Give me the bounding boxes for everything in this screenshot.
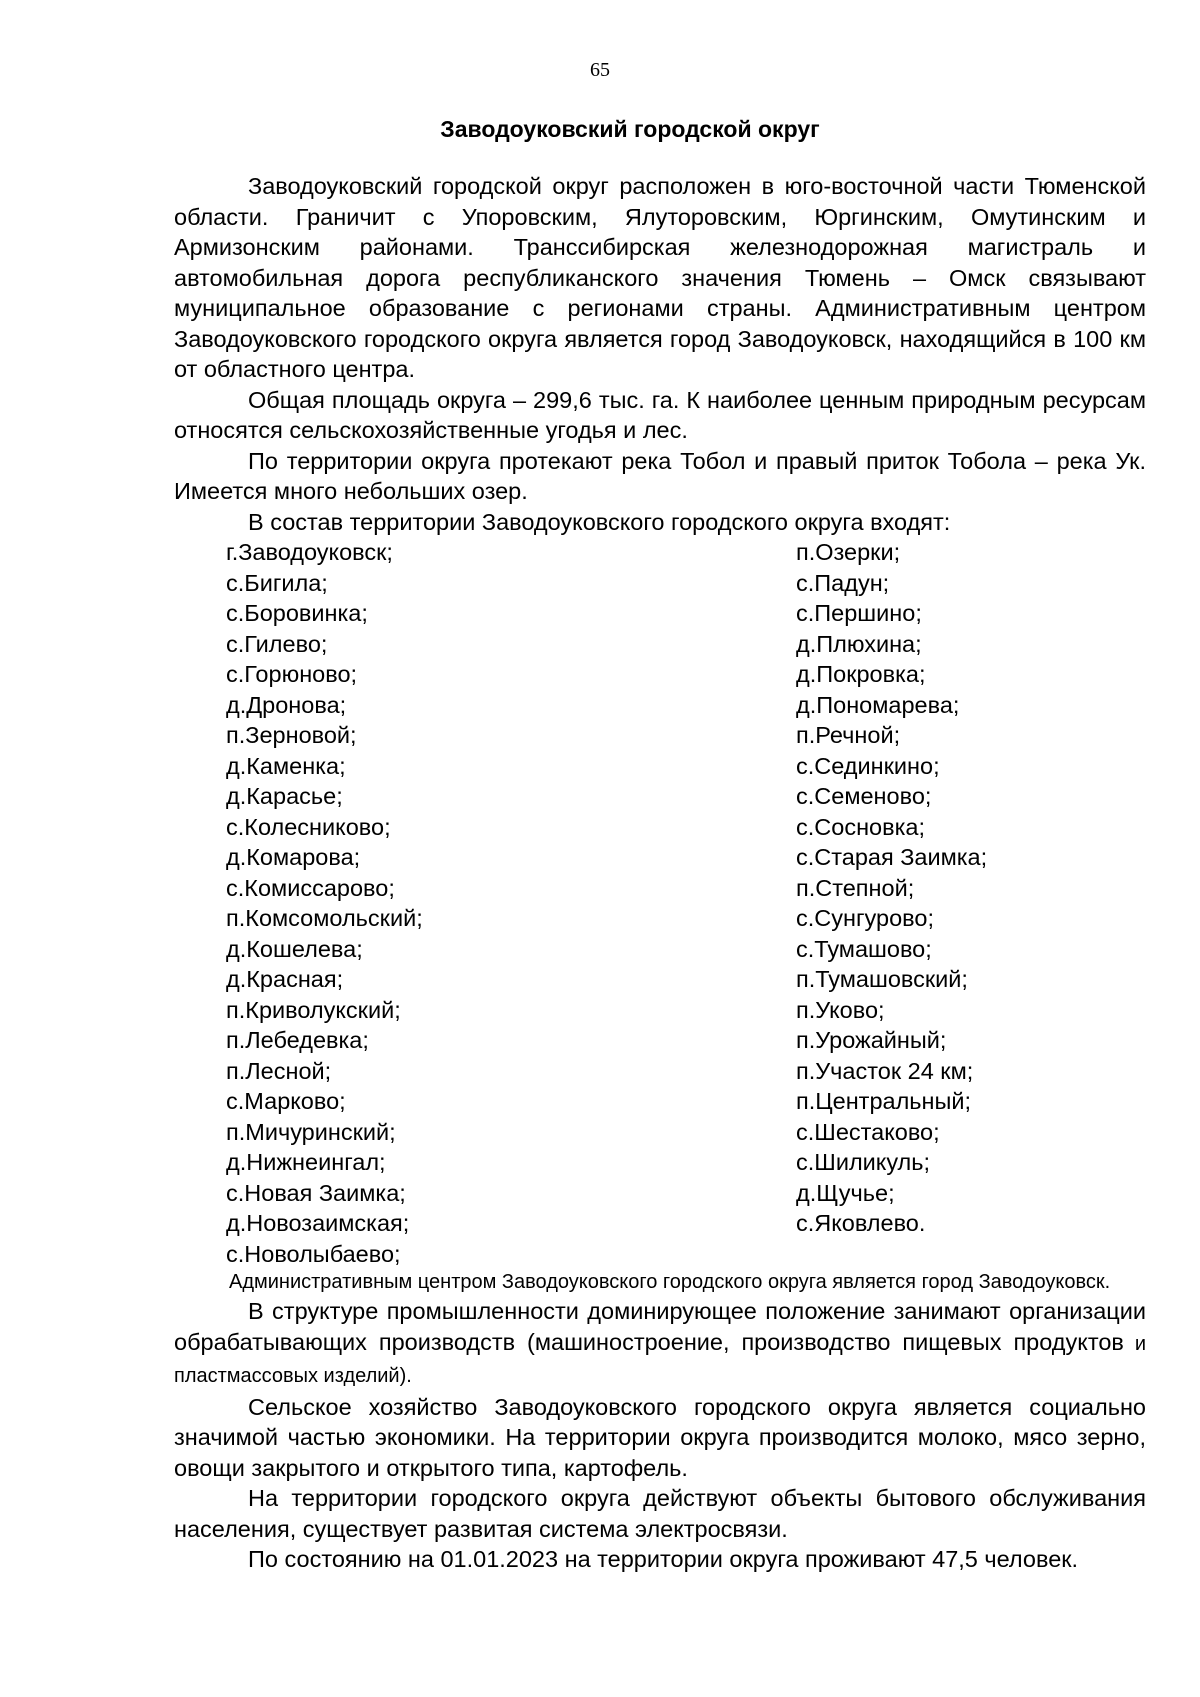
settlement-item: п.Лебедевка; (226, 1027, 369, 1053)
settlement-item: п.Уково; (796, 996, 885, 1023)
settlement-item: д.Каменка; (226, 752, 346, 779)
settlement-item: с.Горюново; (226, 661, 358, 687)
settlements-list (174, 537, 1146, 1269)
settlement-item: п.Тумашовский; (796, 966, 968, 992)
settlement-item: с.Комиссарово; (226, 874, 395, 901)
settlement-item: с.Старая Заимка; (796, 844, 988, 870)
settlement-item: д.Дронова; (226, 691, 347, 718)
intro-paragraph-location: Заводоуковский городской округ расположен в юго-восточной части Тюменской области. Граничит с Упоровским, Ялуторовским, Юргинским, Омутинским и Армизонским районами. Транссибирская железнодорожная магистраль и автомобильная дорога республиканского значения Тюмень – Омск связывают муниципальное образование с регионами страны. Административным центром Заводоуковского городского округа является город Заводоуковск, находящийся в 100 км от областного центра. (174, 173, 1146, 382)
settlement-item: с.Новолыбаево; (226, 1240, 401, 1267)
settlement-item: с.Шестаково; (796, 1118, 940, 1145)
population-paragraph: По состоянию на 01.01.2023 на территории округа проживают 47,5 человек. (248, 1546, 1079, 1572)
settlement-item: п.Степной; (796, 874, 915, 901)
settlement-item: д.Щучье; (796, 1179, 895, 1206)
settlement-item: д.Плюхина; (796, 630, 922, 657)
settlement-item: с.Сунгурово; (796, 905, 934, 931)
admin-center-note: Административным центром Заводоуковского городского округа является город Заводоуковск. (229, 1271, 1111, 1293)
settlement-item: д.Карасье; (226, 783, 343, 809)
settlement-item: с.Шиликуль; (796, 1149, 931, 1175)
services-paragraph: На территории городского округа действуют объекты бытового обслуживания населения, существует развитая система электросвязи. (174, 1485, 1146, 1542)
settlement-item: с.Падун; (796, 569, 890, 596)
settlement-item: с.Семеново; (796, 783, 932, 809)
settlement-item: с.Першино; (796, 600, 922, 626)
settlement-item: п.Зерновой; (226, 722, 357, 748)
settlement-item: с.Яковлево. (796, 1210, 926, 1236)
settlement-item: с.Бигила; (226, 569, 328, 596)
settlement-item: с.Колесниково; (226, 813, 391, 840)
industry-paragraph-main: В структуре промышленности доминирующее положение занимают организации обрабатывающих производств (машиностроение, производство пищевых продуктов (174, 1298, 1146, 1355)
settlement-item: п.Речной; (796, 722, 901, 748)
settlement-item: п.Комсомольский; (226, 905, 423, 931)
settlement-item: п.Озерки; (796, 539, 901, 565)
page-number: 65 (590, 59, 610, 81)
settlement-item: г.Заводоуковск; (226, 539, 393, 565)
industry-paragraph (174, 1296, 1146, 1392)
settlement-item: с.Боровинка; (226, 600, 368, 626)
settlement-item: д.Красная; (226, 966, 344, 992)
settlement-item: с.Сосновка; (796, 813, 925, 840)
settlement-item: п.Урожайный; (796, 1027, 947, 1053)
settlement-item: с.Новая Заимка; (226, 1179, 406, 1206)
intro-paragraph-composition: В состав территории Заводоуковского городского округа входят: (248, 508, 951, 535)
settlement-item: д.Нижнеингал; (226, 1149, 386, 1175)
settlement-item: п.Мичуринский; (226, 1118, 396, 1145)
settlement-item: д.Комарова; (226, 844, 361, 870)
intro-paragraph-rivers: По территории округа протекают река Тобол и правый приток Тобола – река Ук. Имеется много небольших озер. (174, 447, 1146, 504)
settlement-item: п.Криволукский; (226, 996, 401, 1023)
settlement-item: с.Сединкино; (796, 752, 940, 779)
settlements-column-left (226, 537, 796, 1269)
settlement-item: п.Участок 24 км; (796, 1057, 974, 1084)
document-body (174, 171, 1146, 1575)
settlement-item: с.Гилево; (226, 630, 328, 657)
settlement-item: д.Новозаимская; (226, 1210, 410, 1236)
document-title: Заводоуковский городской округ (440, 116, 820, 142)
settlement-item: п.Лесной; (226, 1057, 332, 1084)
settlement-item: д.Пономарева; (796, 691, 960, 718)
agriculture-paragraph: Сельское хозяйство Заводоуковского городского округа является социально значимой частью экономики. На территории округа производится молоко, мясо зерно, овощи закрытого и открытого типа, картофель. (174, 1393, 1146, 1481)
settlements-column-right (796, 537, 1146, 1269)
settlement-item: д.Кошелева; (226, 935, 363, 962)
settlement-item: с.Марково; (226, 1088, 346, 1114)
settlement-item: д.Покровка; (796, 661, 926, 687)
settlement-item: п.Центральный; (796, 1088, 972, 1114)
settlement-item: с.Тумашово; (796, 935, 932, 962)
industry-paragraph-tail: и пластмассовых изделий). (174, 1332, 1146, 1387)
intro-paragraph-area: Общая площадь округа – 299,6 тыс. га. К наиболее ценным природным ресурсам относятся сельскохозяйственные угодья и лес. (174, 386, 1146, 443)
